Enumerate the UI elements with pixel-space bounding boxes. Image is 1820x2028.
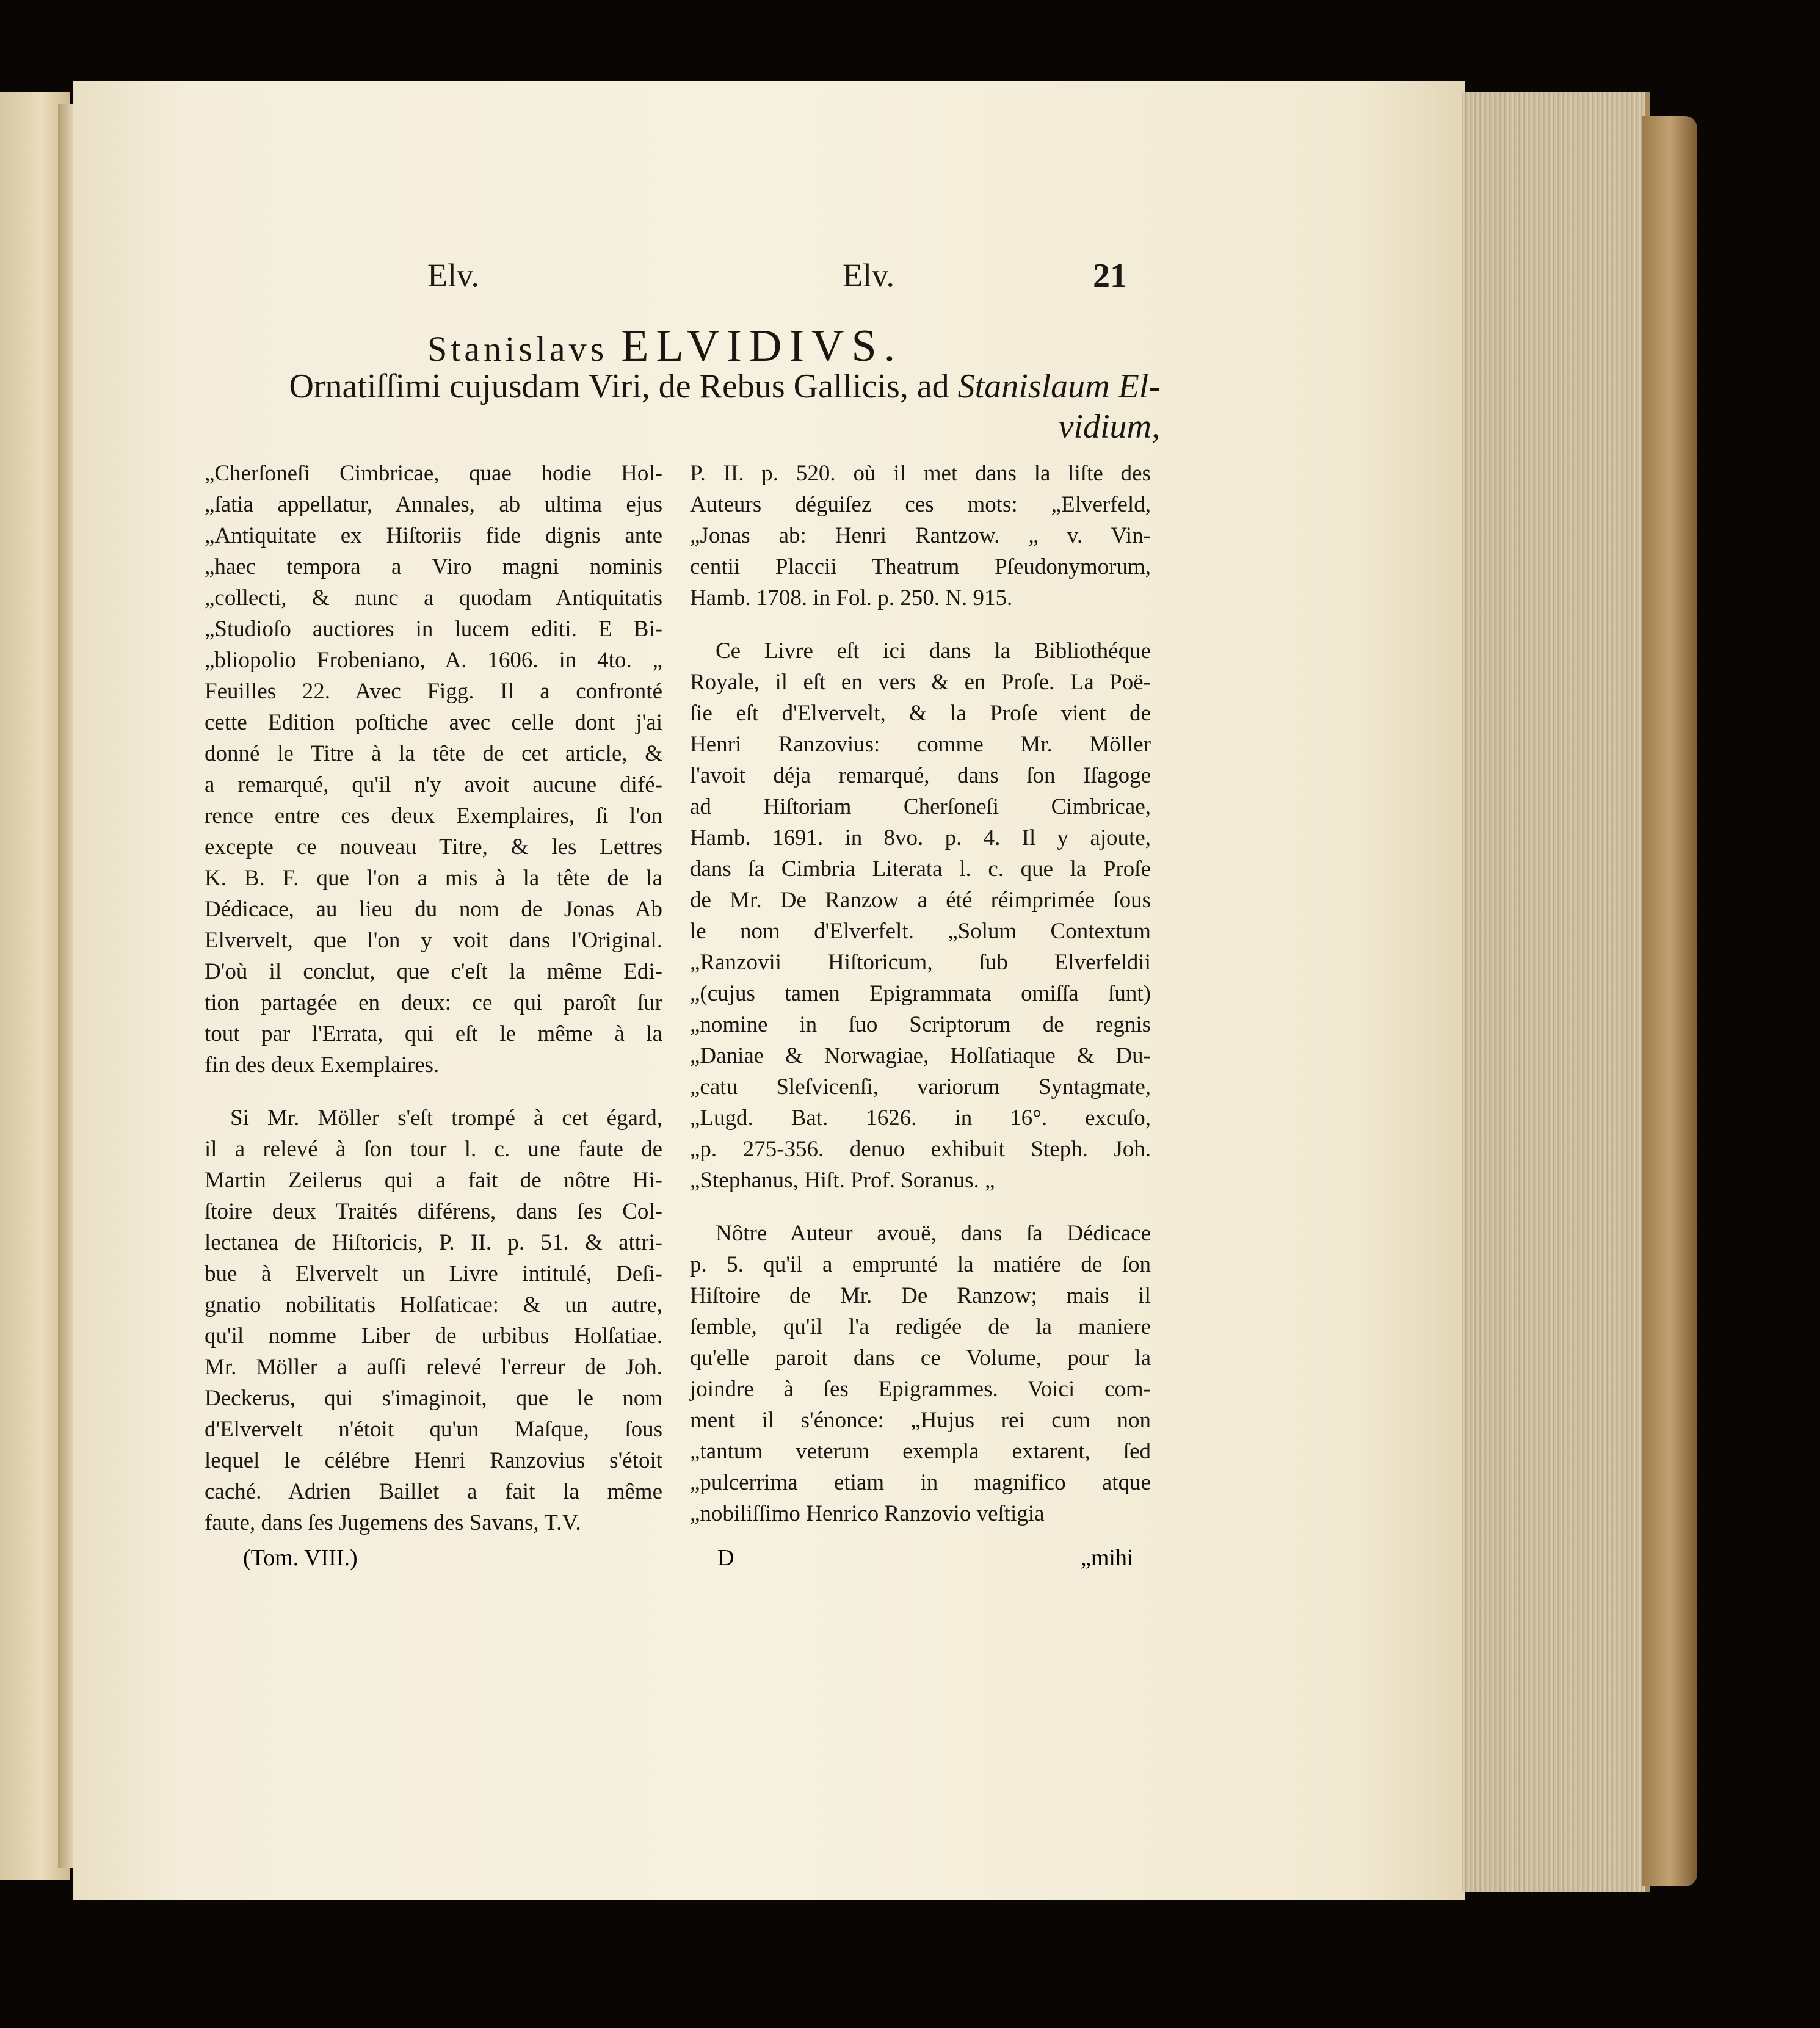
right-text-line: centii Placcii Theatrum Pſeudonymorum,: [690, 554, 1151, 579]
heading-surname: ELVIDIVS.: [621, 321, 903, 371]
left-text-line: rence entre ces deux Exemplaires, ſi l'on: [205, 803, 662, 828]
running-head-center: Elv.: [843, 257, 894, 294]
left-text-line: tout par l'Errata, qui eſt le même à la: [205, 1021, 662, 1046]
left-text-line: Dédicace, au lieu du nom de Jonas Ab: [205, 897, 662, 922]
right-text-line: „catu Sleſvicenſi, variorum Syntagmate,: [690, 1074, 1151, 1099]
left-text-line: „Studioſo auctiores in lucem editi. E Bi-: [205, 617, 662, 642]
right-text-line: „p. 275-356. denuo exhibuit Steph. Joh.: [690, 1137, 1151, 1162]
right-column: [690, 458, 1151, 1529]
left-text-line: „collecti, & nunc a quodam Antiquitatis: [205, 585, 662, 610]
right-text-line: „Lugd. Bat. 1626. in 16°. excuſo,: [690, 1106, 1151, 1131]
right-text-line: „Stephanus, Hiſt. Prof. Soranus. „: [690, 1168, 995, 1193]
page-block-edge: [1462, 92, 1650, 1892]
right-text-line: de Mr. De Ranzow a été réimprimée ſous: [690, 888, 1151, 913]
right-text-line: Royale, il eſt en vers & en Proſe. La Poë-: [690, 670, 1151, 695]
right-text-line: ad Hiſtoriam Cherſoneſi Cimbricae,: [690, 794, 1151, 819]
left-text-line: Elvervelt, que l'on y voit dans l'Original.: [205, 928, 662, 953]
left-text-line: Si Mr. Möller s'eſt trompé à cet égard,: [230, 1106, 662, 1131]
book-cover: [1642, 116, 1697, 1886]
page-number: 21: [1093, 257, 1127, 295]
right-text-line: „Jonas ab: Henri Rantzow. „ v. Vin-: [690, 523, 1151, 548]
left-text-line: Deckerus, qui s'imaginoit, que le nom: [205, 1386, 662, 1411]
entry-heading: [427, 320, 902, 372]
subtitle-italic-1: Stanislaum El-: [957, 368, 1160, 405]
left-text-line: faute, dans ſes Jugemens des Savans, T.V.: [205, 1510, 581, 1535]
right-text-line: P. II. p. 520. où il met dans la liſte des: [690, 461, 1151, 486]
left-text-line: Martin Zeilerus qui a fait de nôtre Hi-: [205, 1168, 662, 1193]
left-text-line: lequel le célébre Henri Ranzovius s'étoit: [205, 1448, 662, 1473]
left-text-line: Feuilles 22. Avec Figg. Il a confronté: [205, 679, 662, 704]
right-text-line: Nôtre Auteur avouë, dans ſa Dédicace: [716, 1221, 1151, 1246]
right-text-line: Hiſtoire de Mr. De Ranzow; mais il: [690, 1283, 1151, 1308]
right-text-line: „tantum veterum exempla extarent, ſed: [690, 1439, 1151, 1464]
left-text-line: il a relevé à ſon tour l. c. une faute de: [205, 1137, 662, 1162]
left-text-line: „bliopolio Frobeniano, A. 1606. in 4to. „: [205, 648, 662, 673]
left-text-line: „Antiquitate ex Hiſtoriis fide dignis ante: [205, 523, 662, 548]
left-text-line: caché. Adrien Baillet a fait la même: [205, 1479, 662, 1504]
right-text-line: ſie eſt d'Elvervelt, & la Proſe vient de: [690, 701, 1151, 726]
right-text-line: „pulcerrima etiam in magnifico atque: [690, 1470, 1151, 1495]
right-text-line: Ce Livre eſt ici dans la Bibliothéque: [716, 639, 1151, 664]
right-text-line: p. 5. qu'il a emprunté la matiére de ſon: [690, 1252, 1151, 1277]
running-head-left: Elv.: [427, 257, 479, 294]
left-text-line: donné le Titre à la tête de cet article, &: [205, 741, 662, 766]
subtitle-text: Ornatiſſimi cujusdam Viri, de Rebus Gallicis, ad: [289, 368, 949, 405]
left-text-line: d'Elvervelt n'étoit qu'un Maſque, ſous: [205, 1417, 662, 1442]
right-text-line: Auteurs déguiſez ces mots: „Elverfeld,: [690, 492, 1151, 517]
left-text-line: ſtoire deux Traités diférens, dans ſes Col-: [205, 1199, 662, 1224]
left-text-line: bue à Elvervelt un Livre intitulé, Deſi-: [205, 1261, 662, 1286]
subtitle-italic-2: vidium,: [1058, 408, 1160, 446]
right-text-line: l'avoit déja remarqué, dans ſon Iſagoge: [690, 763, 1151, 788]
right-paragraph-3: [690, 1218, 1151, 1529]
right-paragraph-1: [690, 458, 1151, 614]
right-text-line: „Ranzovii Hiſtoricum, ſub Elverfeldii: [690, 950, 1151, 975]
left-paragraph-2: [205, 1103, 662, 1538]
heading-first-name: Stanislavs: [427, 329, 608, 369]
right-text-line: „nobiliſſimo Henrico Ranzovio veſtigia: [690, 1501, 1045, 1526]
catchword: „mihi: [1081, 1545, 1134, 1571]
right-text-line: dans ſa Cimbria Literata l. c. que la Proſe: [690, 856, 1151, 882]
left-text-line: fin des deux Exemplaires.: [205, 1052, 440, 1077]
left-paragraph-1: [205, 458, 662, 1081]
right-text-line: ment il s'énonce: „Hujus rei cum non: [690, 1408, 1151, 1433]
left-text-line: a remarqué, qu'il n'y avoit aucune difé-: [205, 772, 662, 797]
left-text-line: Mr. Möller a auſſi relevé l'erreur de Joh.: [205, 1355, 662, 1380]
entry-subtitle: [269, 366, 1160, 447]
left-text-line: K. B. F. que l'on a mis à la tête de la: [205, 866, 662, 891]
right-text-line: „(cujus tamen Epigrammata omiſſa ſunt): [690, 981, 1151, 1006]
right-text-line: Hamb. 1708. in Fol. p. 250. N. 915.: [690, 585, 1013, 610]
signature-letter: D: [717, 1545, 734, 1571]
left-text-line: „haec tempora a Viro magni nominis: [205, 554, 662, 579]
right-text-line: qu'elle paroit dans ce Volume, pour la: [690, 1345, 1151, 1371]
right-text-line: joindre à ſes Epigrammes. Voici com-: [690, 1377, 1151, 1402]
right-text-line: ſemble, qu'il l'a redigée de la maniere: [690, 1314, 1151, 1339]
left-text-line: lectanea de Hiſtoricis, P. II. p. 51. & attri-: [205, 1230, 662, 1255]
left-text-line: „ſatia appellatur, Annales, ab ultima ejus: [205, 492, 662, 517]
right-paragraph-2: [690, 636, 1151, 1196]
right-text-line: „Daniae & Norwagiae, Holſatiaque & Du-: [690, 1043, 1151, 1068]
right-text-line: Henri Ranzovius: comme Mr. Möller: [690, 732, 1151, 757]
right-text-line: Hamb. 1691. in 8vo. p. 4. Il y ajoute,: [690, 825, 1151, 850]
left-text-line: excepte ce nouveau Titre, & les Lettres: [205, 835, 662, 860]
signature-mark: (Tom. VIII.): [243, 1545, 358, 1571]
left-text-line: gnatio nobilitatis Holſaticae: & un autre,: [205, 1292, 662, 1317]
left-text-line: cette Edition poſtiche avec celle dont j'ai: [205, 710, 662, 735]
right-text-line: „nomine in ſuo Scriptorum de regnis: [690, 1012, 1151, 1037]
left-text-line: „Cherſoneſi Cimbricae, quae hodie Hol-: [205, 461, 662, 486]
left-column: [205, 458, 662, 1538]
left-text-line: tion partagée en deux: ce qui paroît ſur: [205, 990, 662, 1015]
right-text-line: le nom d'Elverfelt. „Solum Contextum: [690, 919, 1151, 944]
left-text-line: D'où il conclut, que c'eſt la même Edi-: [205, 959, 662, 984]
left-text-line: qu'il nomme Liber de urbibus Holſatiae.: [205, 1324, 662, 1349]
